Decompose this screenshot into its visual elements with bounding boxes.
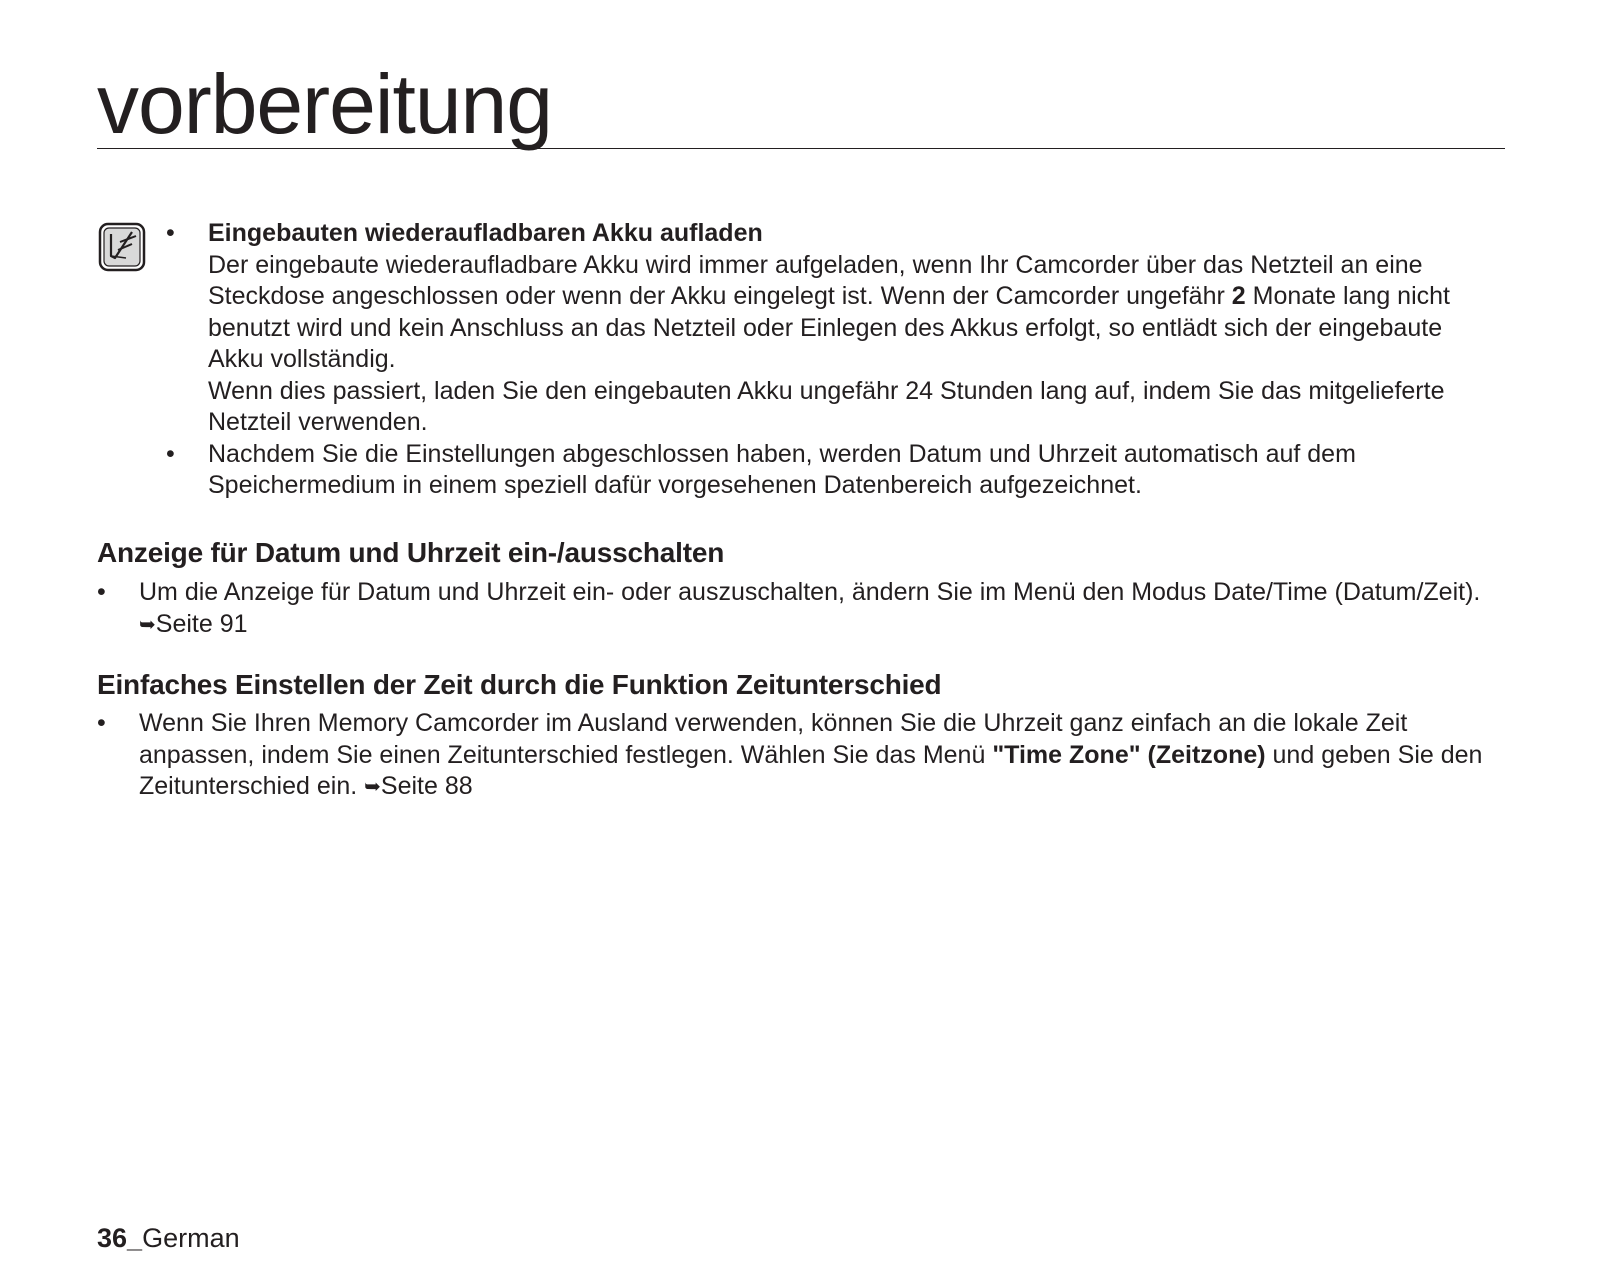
note-item-datetime <box>166 439 1486 502</box>
section-heading-time-zone: Einfaches Einstellen der Zeit durch die Funktion Zeitunterschied <box>97 669 942 700</box>
page-number: 36 <box>97 1223 128 1253</box>
page-footer <box>97 1222 240 1254</box>
section-list <box>97 708 1497 804</box>
section-heading-date-display: Anzeige für Datum und Uhrzeit ein-/ausschalten <box>97 537 725 568</box>
page-reference-arrow-icon: ➥ <box>364 776 381 798</box>
note-paragraph: Wenn dies passiert, laden Sie den eingebauten Akku ungefähr 24 Stunden lang auf, indem Sie das mitgelieferte Netzteil verwenden. <box>208 376 1445 436</box>
section-text: Wenn Sie Ihren Memory Camcorder im Ausland verwenden, können Sie die Uhrzeit ganz einfach an die lokale Zeit anpassen, indem Sie einen Zeitunterschied festlegen. Wählen Sie das Menü <box>139 709 1408 769</box>
page-reference: Seite 91 <box>155 609 248 638</box>
section-text: und geben Sie den Zeitunterschied ein. <box>139 740 1483 800</box>
list-item <box>97 708 1497 804</box>
note-heading: • Eingebauten wiederaufladbaren Akku aufladen <box>208 219 763 247</box>
page-reference: Seite 88 <box>380 772 473 800</box>
page-reference-arrow-icon: ➥ <box>139 613 156 636</box>
note-item-battery <box>166 218 1486 439</box>
section-body-time-zone <box>97 708 1497 804</box>
menu-name: "Time Zone" (Zeitzone) <box>992 740 1266 769</box>
note-text: Monate lang nicht benutzt wird und kein Anschluss an das Netzteil oder Einlegen des Akkus erfolgt, so entlädt sich der eingebaute Akku vollständig. <box>208 282 1450 373</box>
note-pencil-icon <box>98 222 146 272</box>
note-block <box>166 218 1486 502</box>
page-title: vorbereitung <box>97 57 552 151</box>
note-list <box>166 218 1486 502</box>
note-paragraph <box>208 250 1486 376</box>
list-item <box>97 577 1497 641</box>
section-body-date-display <box>97 577 1497 641</box>
note-text: Nachdem Sie die Einstellungen abgeschlossen haben, werden Datum und Uhrzeit automatisch auf dem Speichermedium in einem speziell dafür vorgesehenen Datenbereich aufgezeichnet. <box>208 439 1356 499</box>
section-list <box>97 577 1497 641</box>
footer-separator: _ <box>127 1223 143 1253</box>
note-text: Der eingebaute wiederaufladbare Akku wird immer aufgeladen, wenn Ihr Camcorder über das Netzteil an eine Steckdose angeschlossen oder wenn der Akku eingelegt ist. Wenn der Camcorder ungefähr <box>208 250 1423 310</box>
title-divider <box>97 148 1505 149</box>
section-text: Um die Anzeige für Datum und Uhrzeit ein- oder auszuschalten, ändern Sie im Menü den Modus Date/Time (Datum/Zeit). <box>139 578 1481 606</box>
note-number: 2 <box>1231 282 1246 310</box>
footer-language: German <box>142 1223 240 1253</box>
